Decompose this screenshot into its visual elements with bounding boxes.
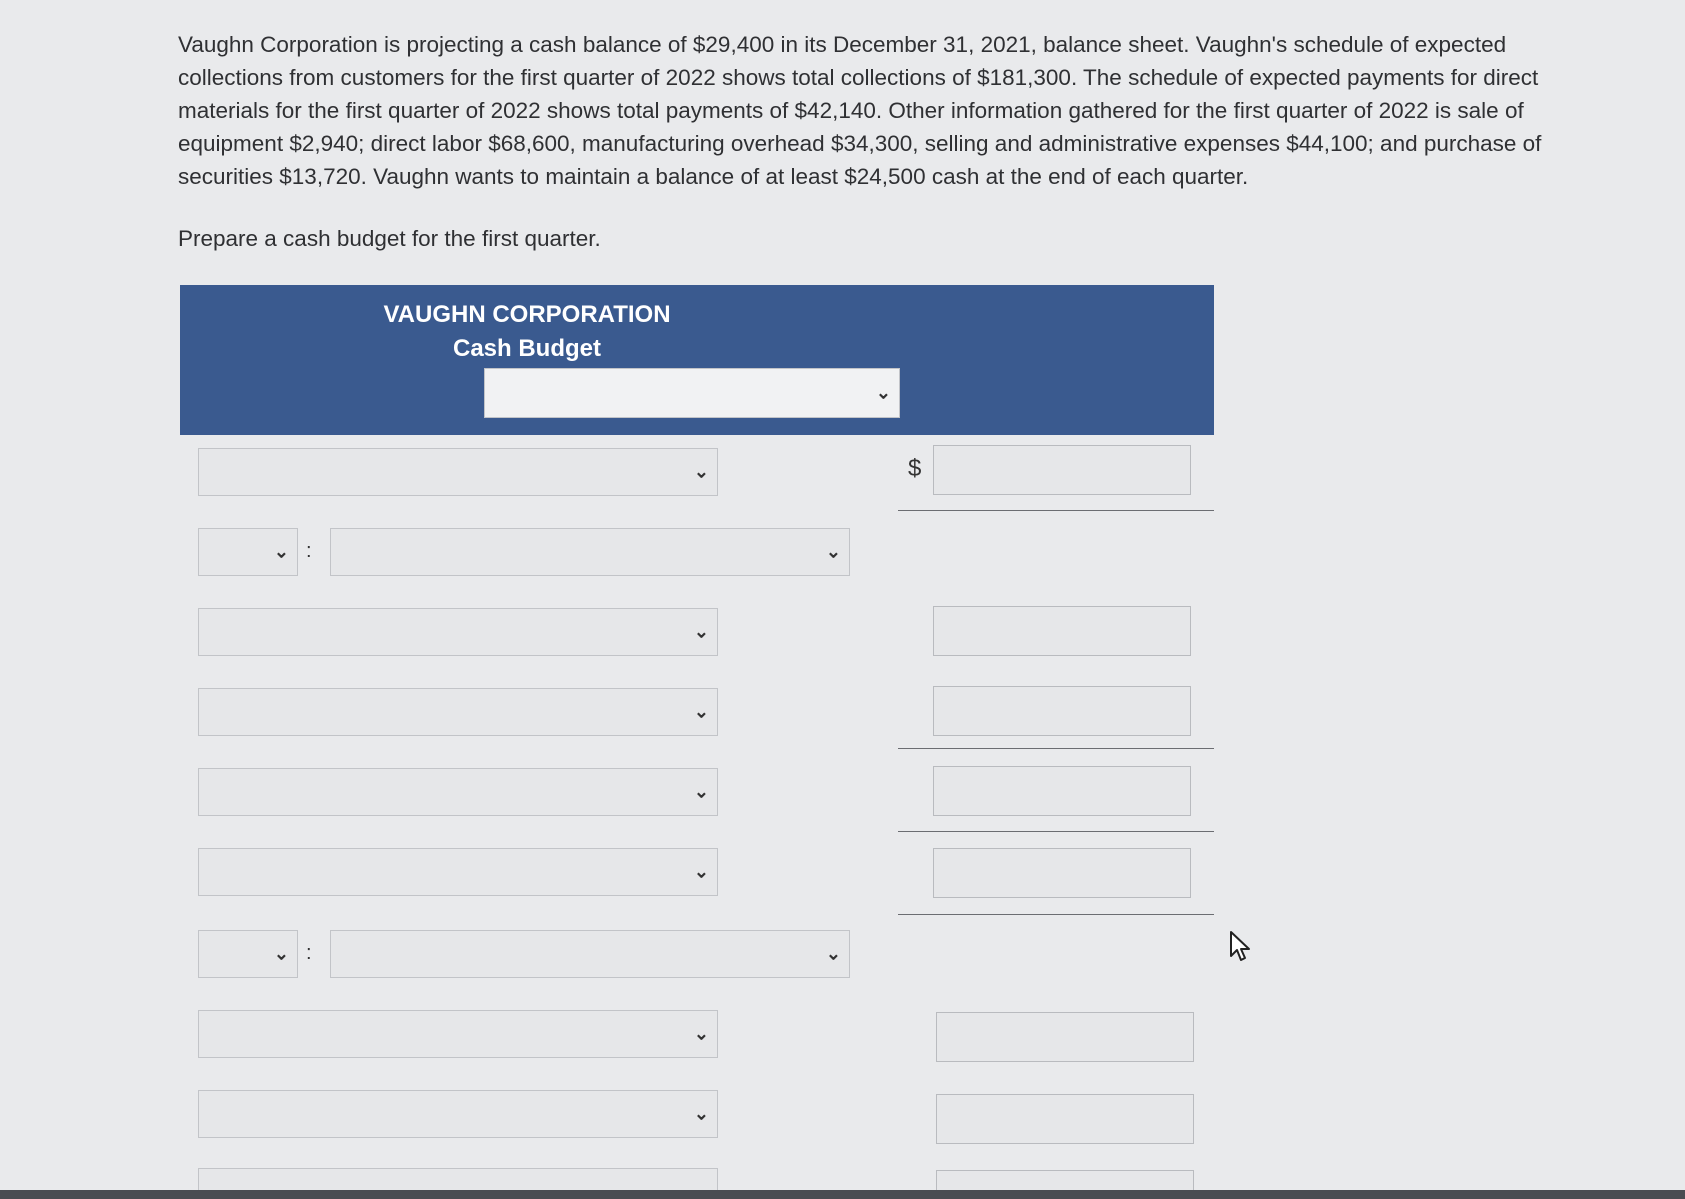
line-item-select-7[interactable] xyxy=(198,1090,718,1138)
section-select-1[interactable] xyxy=(330,528,850,576)
chevron-down-icon: ⌄ xyxy=(273,541,289,562)
line-item-select-2[interactable] xyxy=(198,608,718,656)
total-underline xyxy=(898,831,1214,832)
company-name: VAUGHN CORPORATION xyxy=(383,301,671,328)
instruction-text: Prepare a cash budget for the first quarter. xyxy=(178,226,601,251)
amount-input-7[interactable] xyxy=(936,1094,1194,1144)
total-underline xyxy=(898,914,1214,915)
amount-input-6[interactable] xyxy=(936,1012,1194,1062)
amount-input-1[interactable] xyxy=(933,445,1191,495)
colon-separator: : xyxy=(306,942,312,964)
total-underline xyxy=(898,510,1214,511)
line-item-select-3[interactable] xyxy=(198,688,718,736)
report-title: Cash Budget xyxy=(452,335,601,362)
chevron-down-icon: ⌄ xyxy=(693,1103,709,1124)
chevron-down-icon: ⌄ xyxy=(693,621,709,642)
chevron-down-icon: ⌄ xyxy=(825,541,841,562)
dollar-sign: $ xyxy=(908,455,922,482)
amount-input-2[interactable] xyxy=(933,606,1191,656)
chevron-down-icon: ⌄ xyxy=(273,943,289,964)
prefix-select-2[interactable] xyxy=(198,930,298,978)
chevron-down-icon: ⌄ xyxy=(693,1023,709,1044)
colon-separator: : xyxy=(306,540,312,562)
total-underline xyxy=(898,748,1214,749)
line-item-select-4[interactable] xyxy=(198,768,718,816)
chevron-down-icon: ⌄ xyxy=(693,701,709,722)
amount-input-8[interactable] xyxy=(936,1170,1194,1190)
chevron-down-icon: ⌄ xyxy=(693,461,709,482)
amount-input-4[interactable] xyxy=(933,766,1191,816)
screen-bottom-edge xyxy=(0,1190,1685,1199)
mouse-pointer-icon xyxy=(1229,930,1253,964)
prefix-select-1[interactable] xyxy=(198,528,298,576)
chevron-down-icon: ⌄ xyxy=(875,382,891,403)
chevron-down-icon: ⌄ xyxy=(693,781,709,802)
budget-header xyxy=(180,285,1214,435)
line-item-select-6[interactable] xyxy=(198,1010,718,1058)
period-select[interactable] xyxy=(484,368,900,418)
line-item-select-5[interactable] xyxy=(198,848,718,896)
chevron-down-icon: ⌄ xyxy=(693,861,709,882)
line-item-select-1[interactable] xyxy=(198,448,718,496)
problem-statement: Vaughn Corporation is projecting a cash balance of $29,400 in its December 31, 2021, balance sheet. Vaughn's schedule of expected collections from customers for the first quarter of 2022 shows total collections of $181,300. The schedule of expected payments for direct materials for the first quarter of 2022 shows total payments of $42,140. Other information gathered for the first quarter of 2022 is sale of equipment $2,940; direct labor $68,600, manufacturing overhead $34,300, selling and administrative expenses $44,100; and purchase of securities $13,720. Vaughn wants to maintain a balance of at least $24,500 cash at the end of each quarter. xyxy=(178,32,1542,189)
chevron-down-icon: ⌄ xyxy=(825,943,841,964)
amount-input-5[interactable] xyxy=(933,848,1191,898)
section-select-2[interactable] xyxy=(330,930,850,978)
amount-input-3[interactable] xyxy=(933,686,1191,736)
line-item-select-8[interactable] xyxy=(198,1168,718,1190)
